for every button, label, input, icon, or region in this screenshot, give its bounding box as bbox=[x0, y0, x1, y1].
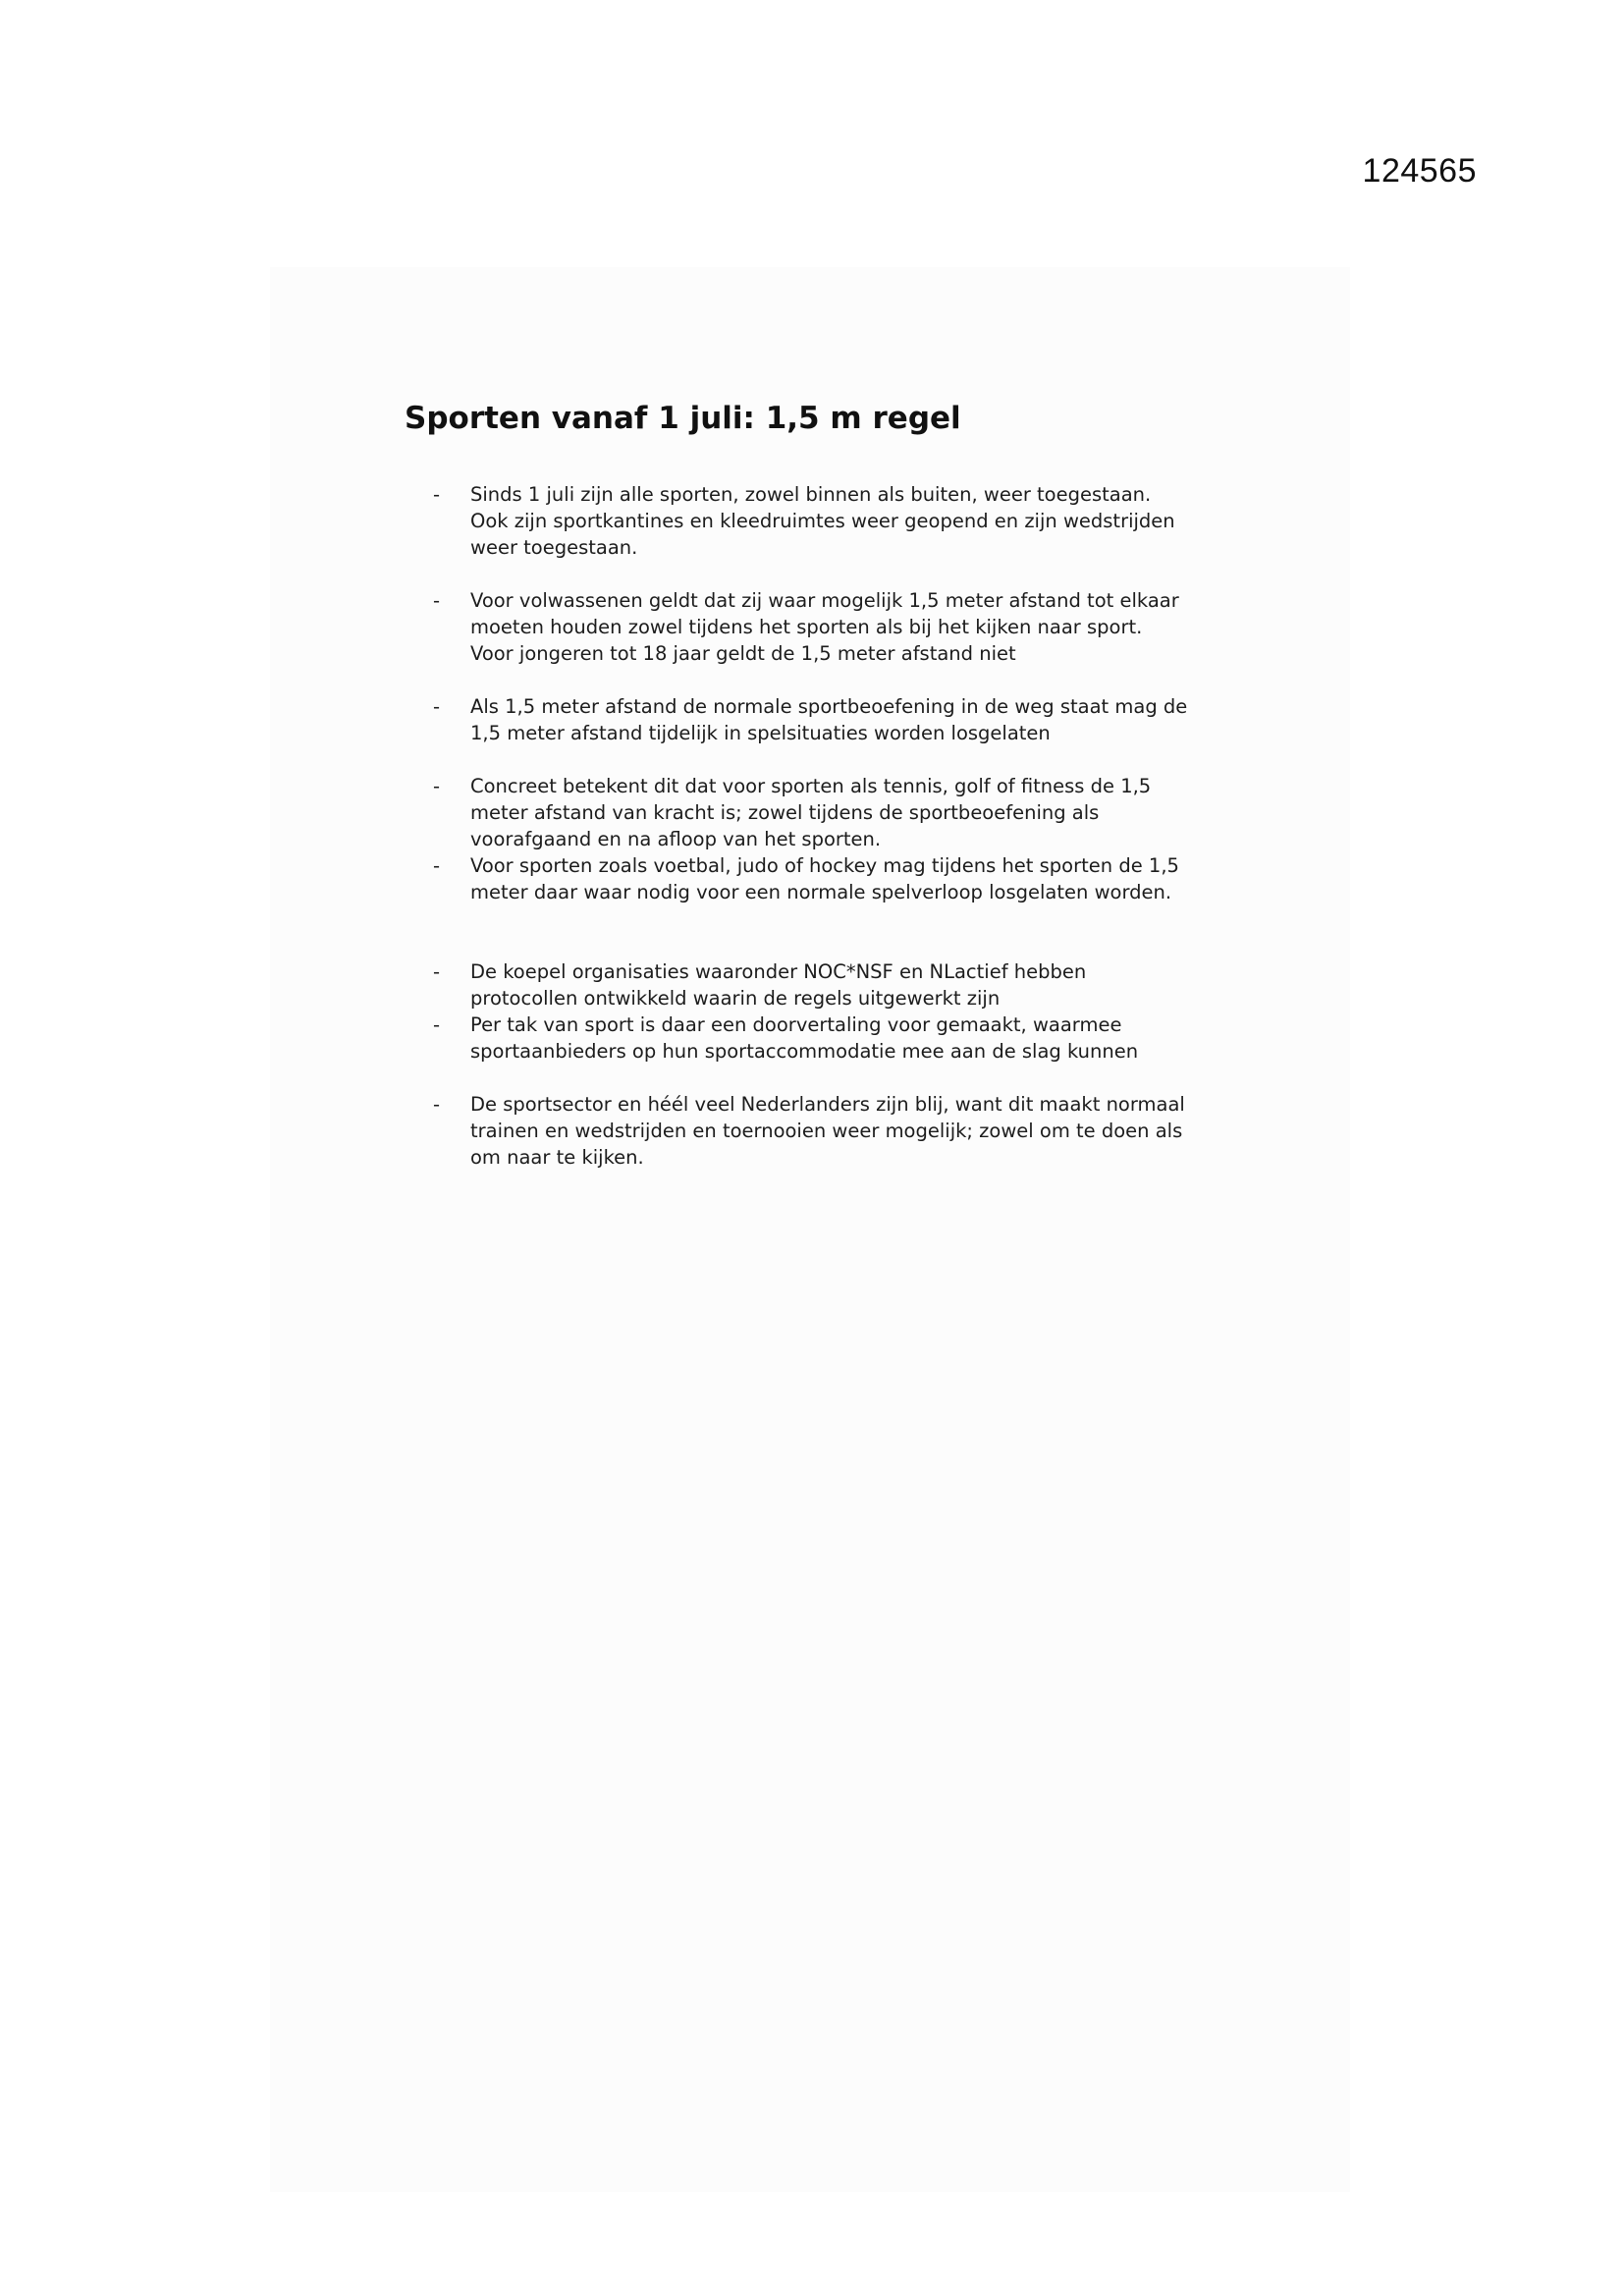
bullet-marker: - bbox=[433, 589, 441, 612]
bullet-marker: - bbox=[433, 483, 441, 506]
list-item bbox=[433, 1011, 1248, 1065]
bullet-marker: - bbox=[433, 695, 441, 718]
bullet-list bbox=[433, 481, 1248, 1171]
bullet-marker: - bbox=[433, 775, 441, 797]
list-item bbox=[433, 481, 1248, 561]
list-item bbox=[433, 958, 1248, 1011]
bullet-marker: - bbox=[433, 1093, 441, 1116]
document-title: Sporten vanaf 1 juli: 1,5 m regel bbox=[405, 401, 961, 436]
list-item-text: Concreet betekent dit dat voor sporten als tennis, golf of fitness de 1,5 meter afstand van kracht is; zowel tijdens de sportbeoefening als voorafgaand en na afloop van het sporten. bbox=[470, 775, 1152, 850]
list-item-text: Sinds 1 juli zijn alle sporten, zowel binnen als buiten, weer toegestaan. Ook zijn sportkantines en kleedruimtes weer geopend en zijn wedstrijden weer toegestaan. bbox=[470, 483, 1175, 559]
list-item-text: Voor volwassenen geldt dat zij waar mogelijk 1,5 meter afstand tot elkaar moeten houden zowel tijdens het sporten als bij het kijken naar sport. Voor jongeren tot 18 jaar geldt de 1,5 meter afstand niet bbox=[470, 589, 1179, 665]
bullet-marker: - bbox=[433, 854, 441, 877]
list-item-text: De koepel organisaties waaronder NOC*NSF en NLactief hebben protocollen ontwikkeld waarin de regels uitgewerkt zijn bbox=[470, 960, 1087, 1010]
list-item bbox=[433, 587, 1248, 667]
list-item bbox=[433, 1091, 1248, 1171]
bullet-marker: - bbox=[433, 960, 441, 983]
list-item bbox=[433, 852, 1248, 905]
page-number: 124565 bbox=[1362, 152, 1477, 190]
list-item-text: Als 1,5 meter afstand de normale sportbeoefening in de weg staat mag de 1,5 meter afstand tijdelijk in spelsituaties worden losgelaten bbox=[470, 695, 1188, 744]
list-item-text: Voor sporten zoals voetbal, judo of hockey mag tijdens het sporten de 1,5 meter daar waar nodig voor een normale spelverloop losgelaten worden. bbox=[470, 854, 1179, 903]
list-item-text: Per tak van sport is daar een doorvertaling voor gemaakt, waarmee sportaanbieders op hun sportaccommodatie mee aan de slag kunnen bbox=[470, 1013, 1139, 1063]
list-item-text: De sportsector en héél veel Nederlanders zijn blij, want dit maakt normaal trainen en wedstrijden en toernooien weer mogelijk; zowel om te doen als om naar te kijken. bbox=[470, 1093, 1185, 1169]
list-item bbox=[433, 693, 1248, 746]
list-item bbox=[433, 773, 1248, 852]
bullet-marker: - bbox=[433, 1013, 441, 1036]
